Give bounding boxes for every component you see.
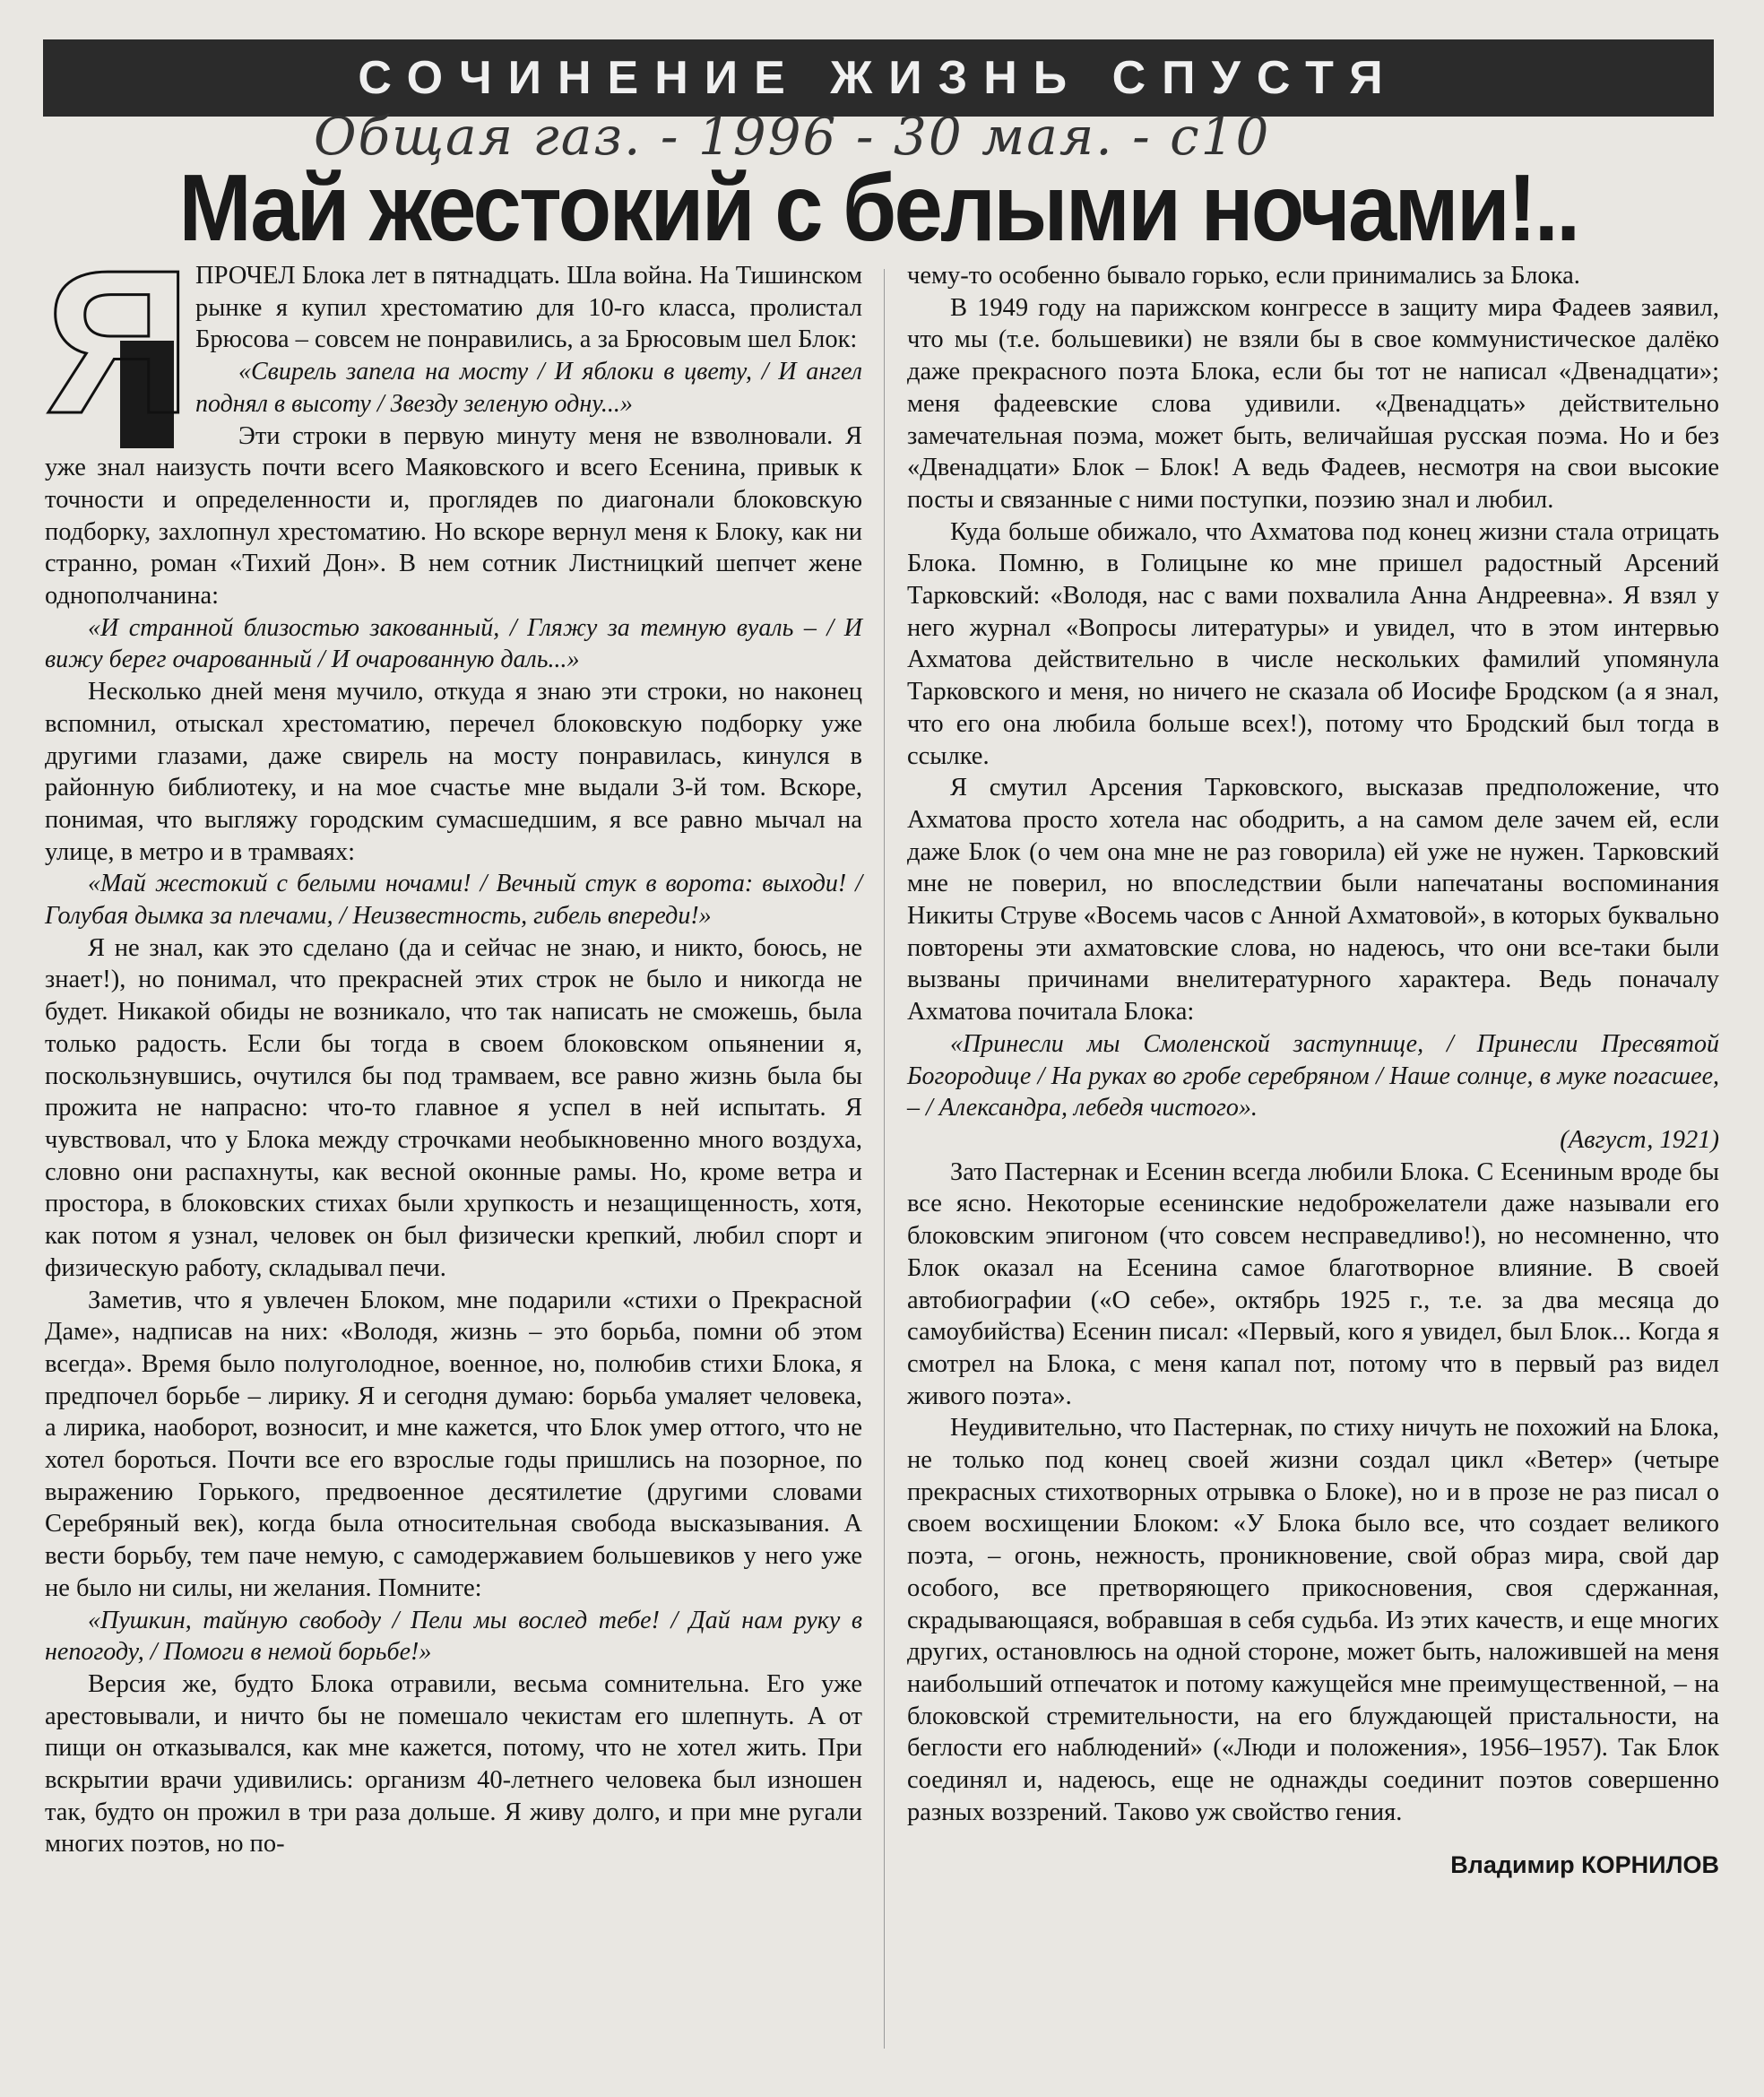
verse-quote: «И странной близостью закованный, / Гляжу за темную вуаль – / И вижу берег очарованный / И очарованную даль...» xyxy=(45,613,862,674)
verse-quote: «Май жестокий с белыми ночами! / Вечный стук в ворота: выходи! / Голубая дымка за плечами, / Неизвестность, гибель впереди!» xyxy=(45,870,862,931)
paragraph: Несколько дней меня мучило, откуда я знаю эти строки, но наконец вспомнил, отыскал хрестоматию, перечел блоковскую подборку уже другими глазами, даже свирель на мосту понравилась, кинулся в районную библиотеку, и на мое счастье мне выдали 3-й том. Вскоре, понимая, что выгляжу городским сумасшедшим, я все равно мычал на улице, в метро и в трамваях: xyxy=(45,678,862,866)
paragraph: ПРОЧЕЛ Блока лет в пятнадцать. Шла война. На Тишинском рынке я купил хрестоматию для 10-го класса, пролистал Брюсова – совсем не понравились, а за Брюсовым шел Блок: xyxy=(195,262,862,354)
drop-cap-letter: Я xyxy=(45,229,192,456)
rubric-banner: СОЧИНЕНИЕ ЖИЗНЬ СПУСТЯ xyxy=(43,39,1714,117)
paragraph: Заметив, что я увлечен Блоком, мне подарили «стихи о Прекрасной Даме», надписав на них: «Володя, жизнь – это борьба, помни об этом всегда». Время было полуголодное, военное, но, полюбив стихи Блока, я предпочел борьбе – лирику. Я и сегодня думаю: борьба умаляет человека, а лирика, наоборот, возносит, и мне кажется, что Блок умер оттого, что не хотел бороться. Почти все его взрослые годы пришлись на позорное, по выражению Горького, предвоенное десятилетие (другими словами Серебряный век), когда была относительная свобода высказывания. А вести борьбу, тем паче немую, с самодержавием большевиков у него уже не было ни силы, ни желания. Помните: xyxy=(45,1286,862,1602)
article-column-right xyxy=(907,260,1719,1882)
paragraph: Куда больше обижало, что Ахматова под конец жизни стала отрицать Блока. Помню, в Голицыне ко мне пришел радостный Арсений Тарковский: «Володя, нас с вами похвалила Анна Андреевна». Я взял у него журнал «Вопросы литературы» и увидел, что в этом интервью Ахматова действительно в числе нескольких фамилий упомянула Тарковского и меня, но ничего не сказала об Иосифе Бродском (а я знал, что его она любила больше всех!), потому что Бродский был тогда в ссылке. xyxy=(907,517,1719,770)
paragraph: Эти строки в первую минуту меня не взволновали. Я уже знал наизусть почти всего Маяковского и всего Есенина, привык к точности и определенности и, проглядев по диагонали блоковскую подборку, захлопнул хрестоматию. Но вскоре вернул меня к Блоку, как ни странно, роман «Тихий Дон». В нем сотник Листницкий шепчет жене однополчанина: xyxy=(45,421,862,611)
verse-quote: «Свирель запела на мосту / И яблоки в цвету, / И ангел поднял в высоту / Звезду зеленую одну...» xyxy=(195,358,862,418)
paragraph: В 1949 году на парижском конгрессе в защиту мира Фадеев заявил, что мы (т.е. большевики) не взяли бы в свое коммунистическое далёко даже прекрасного поэта Блока, если бы тот не написал «Двенадцати»; меня фадеевские слова удивили. «Двенадцать» действительно замечательная поэма, может быть, величайшая русская поэма. Но и без «Двенадцати» Блок – Блок! А ведь Фадеев, несмотря на свои высокие посты и связанные с ними поступки, поэзию знал и любил. xyxy=(907,293,1719,514)
verse-date: (Август, 1921) xyxy=(1560,1125,1719,1154)
paragraph: Неудивительно, что Пастернак, по стиху ничуть не похожий на Блока, не только под конец своей жизни создал цикл «Ветер» (четыре прекрасных стихотворных отрывка о Блоке), но и в прозе не раз писал о своем восхищении Блоком: «У Блока было все, что создает великого поэта, – огонь, нежность, проникновение, свой образ мира, свой дар особого, все претворяющего прикосновения, своя сдержанная, скрадывающаяся, вобравшая в себя судьба. Из этих качеств, и еще многих других, остановлюсь на одной стороне, может быть, наложившей на меня наибольший отпечаток и потому кажущейся мне преимущественной, – на блоковской стремительности, на его блуждающей пристальности, на беглости его наблюдений» («Люди и положения», 1956–1957). Так Блок соединял и, надеюсь, еще не однажды соединит поэтов совершенно разных воззрений. Таково уж свойство гения. xyxy=(907,1414,1719,1826)
article-headline: Май жестокий с белыми ночами!.. xyxy=(178,155,1578,261)
paragraph: Зато Пастернак и Есенин всегда любили Блока. С Есениным вроде бы все ясно. Некоторые есенинские недоброжелатели даже называли его блоковским эпигоном (что совсем несправедливо!), но несомненно, что Блок оказал на Есенина самое благотворное влияние. В своей автобиографии («О себе», октябрь 1925 г., т.е. за два месяца до самоубийства) Есенин писал: «Первый, кого я увидел, был Блок... Когда я смотрел на Блока, с меня капал пот, потому что в первый раз видел живого поэта». xyxy=(907,1157,1719,1410)
paragraph: чему-то особенно бывало горько, если принимались за Блока. xyxy=(907,262,1580,290)
verse-quote: «Принесли мы Смоленской заступнице, / Принесли Пресвятой Богородице / На руках во гробе серебряном / Наше солнце, в муке погасшее, – / Александра, лебедя чистого». xyxy=(907,1029,1719,1122)
author-signature: Владимир КОРНИЛОВ xyxy=(1450,1851,1719,1879)
article-column-left xyxy=(45,229,862,1860)
paragraph: Версия же, будто Блока отравили, весьма сомнительна. Его уже арестовывали, и ничто бы не помешало чекистам его шлепнуть. А от пищи он отказывался, как мне кажется, потому, что не хотел жить. При вскрытии врачи удивились: организм 40-летнего человека был изношен так, будто он прожил в три раза дольше. Я живу долго, и при мне ругали многих поэтов, но по- xyxy=(45,1669,862,1859)
drop-cap xyxy=(45,229,192,456)
column-divider xyxy=(884,269,885,2049)
verse-quote: «Пушкин, тайную свободу / Пели мы вослед тебе! / Дай нам руку в непогоду, / Помоги в немой борьбе!» xyxy=(45,1606,862,1667)
paragraph: Я смутил Арсения Тарковского, высказав предположение, что Ахматова просто хотела нас ободрить, а на самом деле зачем ей, если даже Блок (о чем она мне не раз говорила) ей уже не нужен. Тарковский мне не поверил, но впоследствии были напечатаны воспоминания Никиты Струве «Восемь часов с Анной Ахматовой», в которых буквально повторены эти ахматовские слова, но надеюсь, что они все-таки были вызваны причинами внелитературного характера. Ведь поначалу Ахматова почитала Блока: xyxy=(907,774,1719,1027)
paragraph: Я не знал, как это сделано (да и сейчас не знаю, и никто, боюсь, не знает!), но понимал, что прекрасней этих строк не было и никогда не будет. Никакой обиды не возникало, что так написать не сможешь, была только радость. Если бы тогда в своем блоковском опьянении я, поскользнувшись, очутился бы под трамваем, все равно жизнь была бы прожита не напрасно: что-то главное я успел в ней испытать. Я чувствовал, что у Блока между строчками необыкновенно много воздуха, словно они распахнуты, как весной оконные рамы. Но, кроме ветра и простора, в блоковских стихах были хрупкость и незащищенность, хотя, как потом я узнал, человек он был физически крепкий, любил спорт и физическую работу, складывал печи. xyxy=(45,933,862,1282)
handwritten-source-note: Общая газ. - 1996 - 30 мая. - с10 xyxy=(314,106,1271,167)
